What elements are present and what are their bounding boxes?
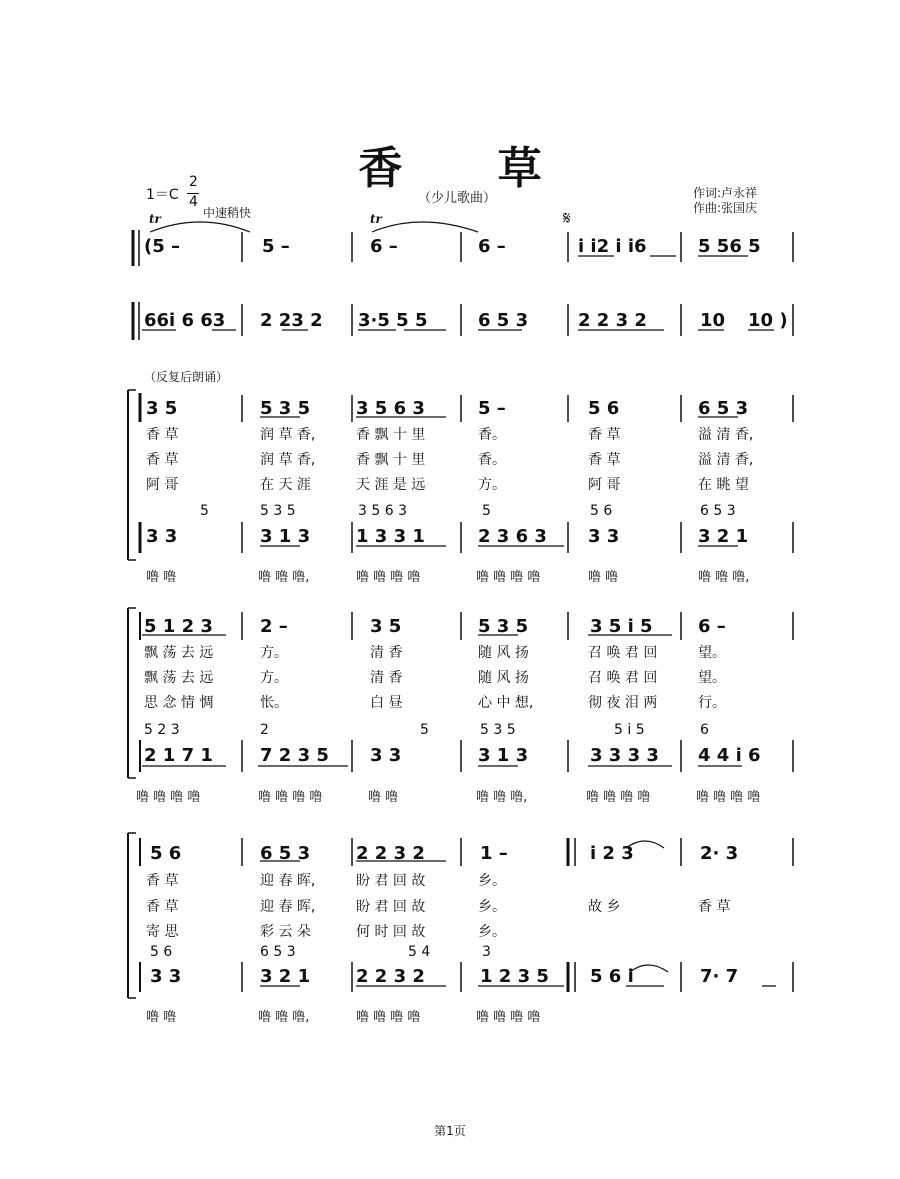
l3-hum-4: 噜 噜 噜 噜 (476, 570, 541, 585)
l5-lyric2-5: 故 乡 (588, 899, 621, 915)
l5-lyric3-1: 寄 思 (146, 924, 179, 940)
l4-low-2: 7 2 3 5 (260, 745, 329, 766)
l3-lyric2-6: 溢 清 香, (698, 452, 754, 468)
page-number: 第1页 (434, 1124, 466, 1138)
l4-lyric2-6: 望。 (698, 670, 726, 686)
l5-lyric1-4: 乡。 (478, 873, 506, 889)
composer-credit: 作曲:张国庆 (693, 201, 758, 215)
l4-low-6: 4 4 i 6 (698, 745, 761, 766)
system-2-lines (133, 302, 793, 340)
l3-lyric2-2: 润 草 香, (260, 452, 316, 468)
l3-low-4: 2 3 6 3 (478, 526, 547, 547)
l5-low-4: 1 2 3 5 (480, 966, 549, 987)
l4-harmony-5: 5 i 5 (614, 722, 645, 738)
l4-lyric2-3: 清 香 (370, 670, 403, 686)
l5-lyric3-2: 彩 云 朵 (260, 924, 311, 940)
l5-hum-4: 噜 噜 噜 噜 (476, 1010, 541, 1025)
l4-lyric3-1: 思 念 情 惆 (144, 695, 214, 711)
bar-2: 5 – (262, 236, 290, 257)
l5-low-6: 7· 7 (700, 966, 739, 987)
l5-melody-5: i 2 3 (590, 843, 634, 864)
l3-melody-4: 5 – (478, 398, 506, 419)
l4-hum-2: 噜 噜 噜 噜 (258, 790, 323, 805)
l4-lyric1-4: 随 风 扬 (478, 645, 529, 661)
l5-hum-1: 噜 噜 (146, 1010, 177, 1025)
bar-12: 10 (700, 310, 726, 331)
l3-hum-2: 噜 噜 噜, (258, 570, 310, 585)
bar-9: 3·5 5 5 (358, 310, 428, 331)
l3-melody-5: 5 6 (588, 398, 620, 419)
l3-lyric3-6: 在 眺 望 (698, 477, 749, 493)
bar-5: i i2 i i6 (578, 236, 647, 257)
bar-4: 6 – (478, 236, 506, 257)
l3-harmony-1: 5 (200, 503, 209, 519)
l3-low-2: 3 1 3 (260, 526, 311, 547)
l5-low-3: 2 2 3 2 (356, 966, 425, 987)
l3-melody-1: 3 5 (146, 398, 178, 419)
l4-melody-6: 6 – (698, 616, 726, 637)
system-5-lines (128, 833, 793, 998)
l3-lyric1-3: 香 飘 十 里 (356, 427, 426, 443)
l5-low-5: 5 6 i (590, 966, 634, 987)
l3-lyric3-4: 方。 (478, 477, 506, 493)
l4-hum-1: 噜 噜 噜 噜 (136, 790, 201, 805)
l4-lyric1-2: 方。 (260, 645, 288, 661)
l3-melody-2: 5 3 5 (260, 398, 311, 419)
l3-low-6: 3 2 1 (698, 526, 749, 547)
l4-low-4: 3 1 3 (478, 745, 529, 766)
trill-mark: tr (370, 212, 382, 226)
l5-hum-2: 噜 噜 噜, (258, 1010, 310, 1025)
segno-sign: 𝄋 (563, 208, 571, 229)
l3-lyric3-5: 阿 哥 (588, 477, 621, 493)
l3-melody-3: 3 5 6 3 (356, 398, 425, 419)
l3-harmony-5: 5 6 (590, 503, 613, 519)
l4-lyric3-3: 白 昼 (370, 695, 403, 711)
l4-melody-2: 2 – (260, 616, 288, 637)
trill-mark: tr (149, 212, 161, 226)
l3-hum-1: 噜 噜 (146, 570, 177, 585)
l4-hum-5: 噜 噜 噜 噜 (586, 790, 651, 805)
l4-melody-4: 5 3 5 (478, 616, 529, 637)
lyricist-credit: 作词:卢永祥 (693, 186, 758, 200)
l4-lyric3-5: 彻 夜 泪 两 (588, 695, 658, 711)
l4-harmony-4: 5 3 5 (480, 722, 516, 738)
time-signature-top: 2 (189, 174, 198, 190)
l3-low-5: 3 3 (588, 526, 620, 547)
system-4-lines (128, 608, 793, 778)
l3-harmony-3: 3 5 6 3 (358, 503, 407, 519)
l4-melody-1: 5 1 2 3 (144, 616, 213, 637)
l5-harmony-2: 6 5 3 (260, 944, 296, 960)
l3-harmony-6: 6 5 3 (700, 503, 736, 519)
l4-harmony-2: 2 (260, 722, 269, 738)
l4-lyric1-6: 望。 (698, 645, 726, 661)
l4-lyric2-2: 方。 (260, 670, 288, 686)
l5-lyric1-3: 盼 君 回 故 (356, 873, 426, 889)
l3-lyric1-6: 溢 清 香, (698, 427, 754, 443)
bar-7: 66i 6 63 (144, 310, 226, 331)
bar-3: 6 – (370, 236, 398, 257)
l5-lyric3-3: 何 时 回 故 (356, 924, 426, 940)
l3-hum-6: 噜 噜 噜, (698, 570, 750, 585)
l5-lyric2-4: 乡。 (478, 899, 506, 915)
l4-low-5: 3 3 3 3 (590, 745, 659, 766)
l3-lyric1-2: 润 草 香, (260, 427, 316, 443)
song-title: 香 草 (358, 143, 582, 194)
l5-lyric3-4: 乡。 (478, 924, 506, 940)
l4-lyric1-5: 召 唤 君 回 (588, 645, 658, 661)
l4-lyric1-3: 清 香 (370, 645, 403, 661)
bar-1: (5 – (144, 236, 181, 257)
tempo-marking: 中速稍快 (203, 206, 252, 220)
l3-lyric2-1: 香 草 (146, 452, 179, 468)
l5-low-1: 3 3 (150, 966, 182, 987)
l5-lyric2-6: 香 草 (698, 899, 731, 915)
l4-low-1: 2 1 7 1 (144, 745, 213, 766)
l4-harmony-1: 5 2 3 (144, 722, 180, 738)
bar-13: 10 ) (748, 310, 788, 331)
l4-lyric2-4: 随 风 扬 (478, 670, 529, 686)
l4-lyric2-1: 飘 荡 去 远 (144, 670, 214, 686)
l4-lyric3-6: 行。 (698, 695, 726, 711)
l5-harmony-1: 5 6 (150, 944, 173, 960)
l5-melody-4: 1 – (480, 843, 508, 864)
l3-low-3: 1 3 3 1 (356, 526, 425, 547)
l3-lyric2-3: 香 飘 十 里 (356, 452, 426, 468)
l5-melody-1: 5 6 (150, 843, 182, 864)
l5-lyric2-2: 迎 春 晖, (260, 899, 316, 915)
l4-harmony-3: 5 (420, 722, 429, 738)
song-subtitle: （少儿歌曲） (418, 191, 497, 206)
l3-lyric1-4: 香。 (478, 427, 506, 443)
l3-hum-5: 噜 噜 (588, 570, 619, 585)
l5-harmony-3: 5 4 (408, 944, 431, 960)
l5-melody-2: 6 5 3 (260, 843, 311, 864)
bar-11: 2 2 3 2 (578, 310, 647, 331)
l4-hum-3: 噜 噜 (368, 790, 399, 805)
l3-lyric3-1: 阿 哥 (146, 477, 179, 493)
l5-lyric2-3: 盼 君 回 故 (356, 899, 426, 915)
l4-lyric3-4: 心 中 想, (478, 695, 534, 711)
l3-lyric1-1: 香 草 (146, 427, 179, 443)
l5-harmony-4: 3 (482, 944, 491, 960)
l3-lyric3-2: 在 天 涯 (260, 477, 311, 493)
system-1-lines (133, 230, 793, 266)
bar-6: 5 56 5 (698, 236, 761, 257)
l4-melody-5: 3 5 i 5 (590, 616, 653, 637)
l4-lyric1-1: 飘 荡 去 远 (144, 645, 214, 661)
l5-lyric2-1: 香 草 (146, 899, 179, 915)
key-signature: 1＝C (146, 187, 179, 203)
l3-low-1: 3 3 (146, 526, 178, 547)
l3-lyric1-5: 香 草 (588, 427, 621, 443)
l3-hum-3: 噜 噜 噜 噜 (356, 570, 421, 585)
l5-lyric1-1: 香 草 (146, 873, 179, 889)
l5-hum-3: 噜 噜 噜 噜 (356, 1010, 421, 1025)
l5-low-2: 3 2 1 (260, 966, 311, 987)
l4-melody-3: 3 5 (370, 616, 402, 637)
repeat-note: （反复后朗诵） (144, 370, 229, 384)
l3-melody-6: 6 5 3 (698, 398, 749, 419)
l4-lyric2-5: 召 唤 君 回 (588, 670, 658, 686)
l5-melody-6: 2· 3 (700, 843, 739, 864)
l4-hum-4: 噜 噜 噜, (476, 790, 528, 805)
l4-low-3: 3 3 (370, 745, 402, 766)
bar-10: 6 5 3 (478, 310, 529, 331)
bar-8: 2 23 2 (260, 310, 323, 331)
l3-harmony-4: 5 (482, 503, 491, 519)
l3-lyric3-3: 天 涯 是 远 (356, 477, 426, 493)
l4-harmony-6: 6 (700, 722, 709, 738)
l4-lyric3-2: 怅。 (260, 695, 288, 711)
l3-lyric2-4: 香。 (478, 452, 506, 468)
l5-lyric1-2: 迎 春 晖, (260, 873, 316, 889)
l3-lyric2-5: 香 草 (588, 452, 621, 468)
l3-harmony-2: 5 3 5 (260, 503, 296, 519)
time-signature-bottom: 4 (189, 194, 198, 210)
system-3-lines (128, 390, 793, 560)
l5-melody-3: 2 2 3 2 (356, 843, 425, 864)
l4-hum-6: 噜 噜 噜 噜 (696, 790, 761, 805)
